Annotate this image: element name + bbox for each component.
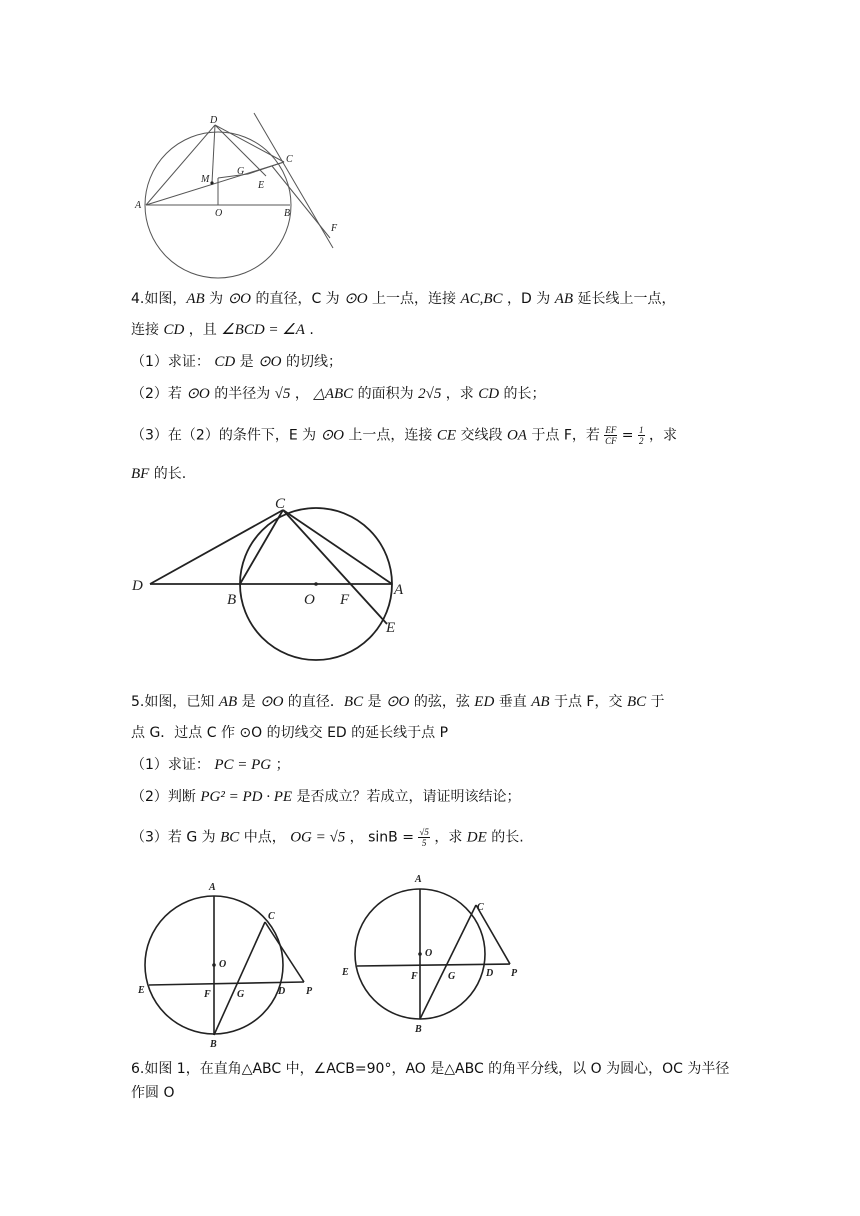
label-D: D	[210, 115, 218, 126]
q5-line3: （1）求证： PC = PG ；	[131, 757, 290, 773]
q6-line1: 6.如图 1，在直角△ABC 中，∠ACB=90°，AO 是△ABC 的角平分线，以 O 为圆心，OC 为半径	[131, 1061, 730, 1077]
label-C: C	[268, 911, 275, 922]
label-A: A	[415, 874, 422, 885]
label-B: B	[227, 592, 237, 608]
label-D: D	[486, 968, 494, 979]
label-F: F	[331, 223, 338, 234]
label-E: E	[258, 180, 265, 191]
label-G: G	[237, 989, 245, 1000]
label-D: D	[132, 578, 143, 594]
q5-line4: （2）判断 PG² = PD · PE 是否成立？若成立，请证明该结论；	[131, 789, 521, 805]
label-C: C	[477, 902, 484, 913]
q4-line4: （2）若 ⊙O 的半径为 √5 ， △ABC 的面积为 2√5 ，求 CD 的长；	[131, 386, 546, 402]
label-A: A	[394, 582, 404, 598]
label-B: B	[210, 1039, 217, 1050]
figure-top	[130, 108, 350, 283]
label-P: P	[511, 968, 518, 979]
label-G: G	[448, 971, 456, 982]
fraction-sqrt5-5: $\frac{√5}{5}$	[419, 827, 429, 848]
label-B: B	[415, 1024, 422, 1035]
q5-line2: 点 G．过点 C 作 ⊙O 的切线交 ED 的延长线于点 P	[131, 725, 449, 741]
label-O: O	[425, 948, 433, 959]
label-D: D	[278, 986, 286, 997]
label-F: F	[411, 971, 418, 982]
label-E: E	[342, 967, 349, 978]
q4-line3: （1）求证： CD 是 ⊙O 的切线；	[131, 354, 342, 370]
figure-q4	[130, 492, 420, 664]
figure-q5-left	[132, 875, 322, 1050]
label-P: P	[306, 986, 313, 997]
q4-line6: BF 的长.	[131, 466, 187, 482]
q5-line1: 5.如图，已知 AB 是 ⊙O 的直径．BC 是 ⊙O 的弦，弦 ED 垂直 AB 于点 F，交 BC 于	[131, 694, 665, 710]
label-B: B	[284, 208, 291, 219]
label-E: E	[386, 620, 396, 636]
label-O: O	[304, 592, 315, 608]
q4-line2: 连接 CD ，且 ∠BCD = ∠A .	[131, 322, 314, 338]
label-A: A	[135, 200, 142, 211]
q5-line5: （3）若 G 为 BC 中点， OG = √5 ， sinB = $\frac{√5}{5}$ ，求 DE 的长.	[131, 827, 524, 848]
fraction-ef-cf: $\frac{EF}{CF}$	[605, 425, 617, 446]
label-C: C	[275, 496, 286, 512]
label-G: G	[237, 166, 245, 177]
figure-q5-right	[338, 868, 528, 1038]
label-O: O	[215, 208, 223, 219]
q4-line5: （3）在（2）的条件下，E 为 ⊙O 上一点，连接 CE 交线段 OA 于点 F，若 $\frac{EF}{CF}$ = $\frac{1}{2}$ ，求	[131, 425, 677, 446]
label-A: A	[209, 882, 216, 893]
q6-line2: 作圆 O	[131, 1085, 175, 1101]
label-F: F	[204, 989, 211, 1000]
label-E: E	[138, 985, 145, 996]
label-C: C	[286, 154, 293, 165]
q4-line1: 4.如图，AB 为 ⊙O 的直径，C 为 ⊙O 上一点，连接 AC,BC ，D 为 AB 延长线上一点，	[131, 291, 676, 307]
label-M: M	[201, 174, 210, 185]
label-F: F	[340, 592, 350, 608]
label-O: O	[219, 959, 227, 970]
